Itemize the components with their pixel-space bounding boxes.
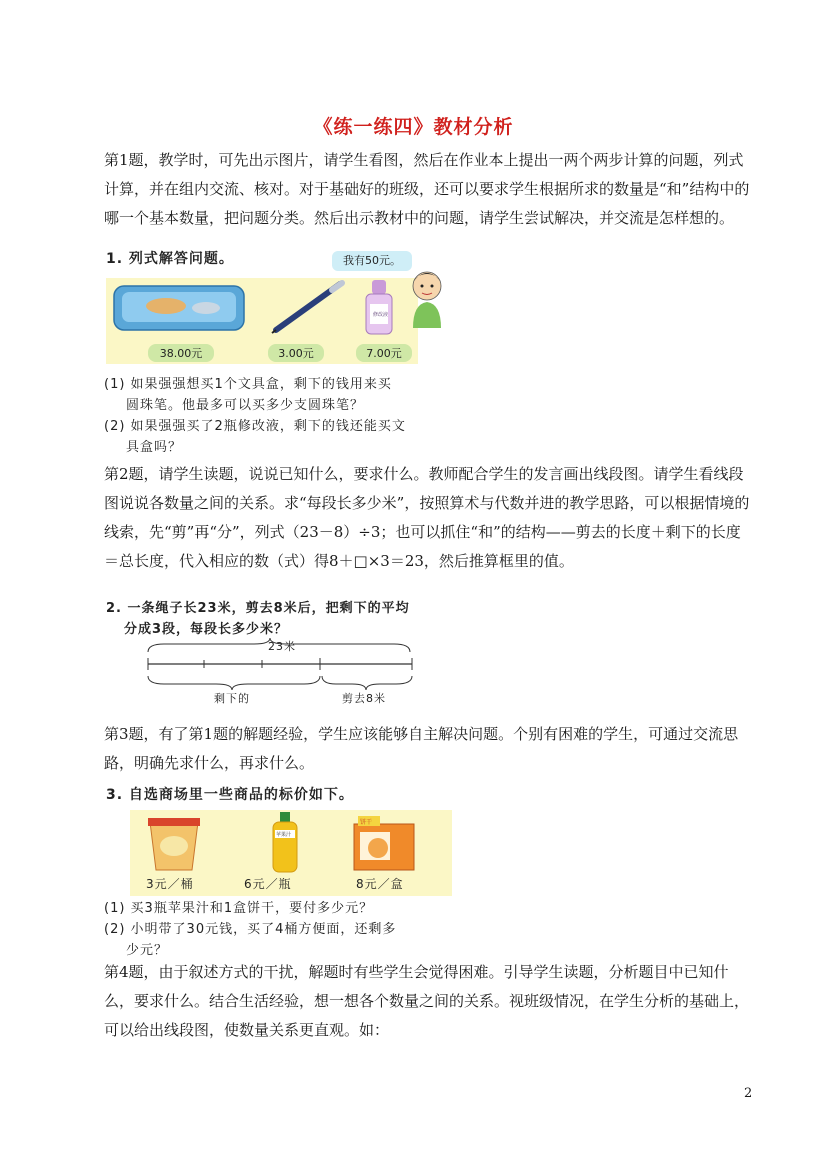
price-label: 6元／瓶 <box>244 877 292 891</box>
page-number: 2 <box>744 1086 753 1101</box>
question-line: 2. 一条绳子长23米，剪去8米后，把剩下的平均 <box>106 601 410 616</box>
figure-question-1 <box>104 248 434 455</box>
bottle-label: 修改液 <box>373 312 389 318</box>
figure-question-2 <box>104 598 434 708</box>
biscuit-label: 饼干 <box>360 819 373 826</box>
instant-noodles-icon <box>148 818 200 870</box>
price-tag: 3.00元 <box>268 344 324 362</box>
figure-heading: 1. 列式解答问题。 <box>106 251 234 267</box>
paragraph-q4 <box>104 958 752 1045</box>
paragraph-text: 第4题，由于叙述方式的干扰，解题时有些学生会觉得困难。引导学生读题，分析题目中已知什么，要求什么。结合生活经验，想一想各个数量之间的关系。视班级情况，在学生分析的基础上，可以给出线段图，使数量关系更直观。如： <box>104 963 750 1039</box>
paragraph-q2 <box>104 460 752 576</box>
question-line: (1) 如果强强想买1个文具盒，剩下的钱用来买 <box>104 377 392 392</box>
paragraph-text: 第3题，有了第1题的解题经验，学生应该能够自主解决问题。个别有困难的学生，可通过交流思路，明确先求什么，再求什么。 <box>104 725 739 772</box>
figure-heading: 3. 自选商场里一些商品的标价如下。 <box>106 787 354 803</box>
correction-fluid-icon <box>366 280 392 334</box>
paragraph-text: 第1题，教学时，可先出示图片，请学生看图，然后在作业本上提出一两个两步计算的问题，列式计算，并在组内交流、核对。对于基础好的班级，还可以要求学生根据所求的数量是“和”结构中的哪一个基本数量，把问题分类。然后出示教材中的问题，请学生尝试解决，并交流是怎样想的。 <box>104 151 750 227</box>
question-line: 少元？ <box>126 943 169 958</box>
figure-heading <box>106 598 410 640</box>
price-tag: 38.00元 <box>148 344 214 362</box>
question-line: 分成3段，每段长多少米？ <box>124 622 289 637</box>
question-line: 圆珠笔。他最多可以买多少支圆珠笔？ <box>126 398 365 413</box>
question-line: (1) 买3瓶苹果汁和1盒饼干，要付多少元？ <box>104 901 374 916</box>
price-label: 8元／盒 <box>356 877 404 891</box>
price-label: 3元／桶 <box>146 877 194 891</box>
juice-bottle-icon <box>273 812 297 872</box>
question-line: (2) 小明带了30元钱，买了4桶方便面，还剩多 <box>104 922 397 937</box>
figure-question-lines <box>104 898 454 961</box>
boy-icon <box>410 266 444 328</box>
figure-question-lines <box>104 374 444 458</box>
question-line: (2) 如果强强买了2瓶修改液，剩下的钱还能买文 <box>104 419 406 434</box>
paragraph-q1 <box>104 146 752 233</box>
page-title: 《练一练四》教材分析 <box>313 116 514 138</box>
pencil-box-icon <box>114 286 244 330</box>
total-length-label: 23米 <box>268 640 296 653</box>
pen-icon <box>272 283 342 333</box>
question-line: 具盒吗？ <box>126 440 183 455</box>
figure-question-3 <box>104 784 454 958</box>
remaining-label: 剩下的 <box>214 692 250 705</box>
cut-length-label: 剪去8米 <box>342 692 386 705</box>
price-tag: 7.00元 <box>356 344 412 362</box>
paragraph-q3 <box>104 720 752 778</box>
juice-label: 苹果汁 <box>276 832 292 838</box>
paragraph-text: 第2题，请学生读题，说说已知什么，要求什么。教师配合学生的发言画出线段图。请学生看线段图说说各数量之间的关系。求“每段长多少米”，按照算术与代数并进的教学思路，可以根据情境的线索，先“剪”再“分”，列式（23－8）÷3；也可以抓住“和”的结构——剪去的长度＋剩下的长度＝总长度，代入相应的数（式）得8＋□×3＝23，然后推算框里的值。 <box>104 465 750 570</box>
speech-bubble: 我有50元。 <box>332 251 412 271</box>
